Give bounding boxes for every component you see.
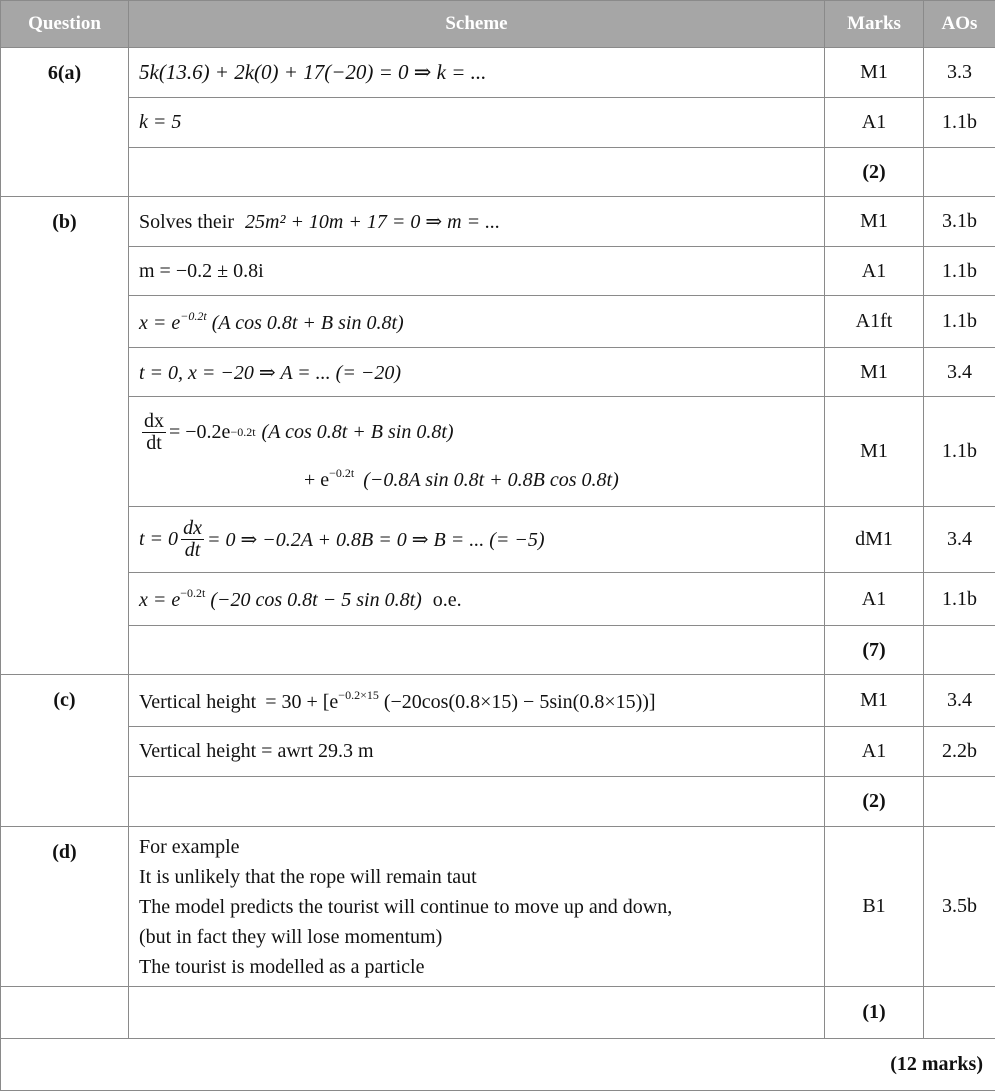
ao-cell: 1.1b xyxy=(924,397,995,507)
table-row xyxy=(1,247,995,296)
scheme-cell xyxy=(129,507,825,573)
answer-line: The tourist is modelled as a particle xyxy=(139,952,824,982)
mark-cell: B1 xyxy=(825,827,924,987)
scheme-cell xyxy=(129,397,825,507)
empty-cell xyxy=(129,777,825,827)
condition-line xyxy=(139,518,824,561)
empty-cell xyxy=(1,987,129,1039)
scheme-text: Solves their xyxy=(139,211,234,233)
header-question: Question xyxy=(1,1,129,48)
table-row xyxy=(1,348,995,397)
mark-cell: A1 xyxy=(825,727,924,777)
table-row xyxy=(1,777,995,827)
condition-pre: t = 0 xyxy=(139,528,178,551)
derivative-line-1 xyxy=(139,411,824,454)
scheme-cell xyxy=(129,197,825,247)
table-row xyxy=(1,573,995,626)
scheme-equation-lhs: x = e xyxy=(139,589,180,611)
fraction-numerator: dx xyxy=(142,411,166,433)
answer-line: For example xyxy=(139,832,824,862)
scheme-equation: 25m² + 10m + 17 = 0 ⇒ m = ... xyxy=(245,211,500,233)
scheme-cell: k = 5 xyxy=(129,98,825,148)
mark-cell: M1 xyxy=(825,675,924,727)
scheme-cell xyxy=(129,675,825,727)
table-row xyxy=(1,197,995,247)
empty-cell xyxy=(129,626,825,675)
fraction-numerator: dx xyxy=(181,518,204,540)
exponent: −0.2t xyxy=(230,425,255,440)
fraction-denominator: dt xyxy=(144,433,164,454)
answer-line: It is unlikely that the rope will remain taut xyxy=(139,862,824,892)
table-row xyxy=(1,48,995,98)
exponent: −0.2t xyxy=(180,309,206,323)
grand-total: (12 marks) xyxy=(1,1039,995,1091)
header-row xyxy=(1,1,995,48)
exponent: −0.2t xyxy=(180,586,205,600)
exponent: −0.2t xyxy=(329,466,354,480)
table-row xyxy=(1,727,995,777)
ao-cell: 1.1b xyxy=(924,247,995,296)
subtotal-cell: (1) xyxy=(825,987,924,1039)
exponent: −0.2×15 xyxy=(338,688,379,702)
mark-cell: A1 xyxy=(825,247,924,296)
answer-line: The model predicts the tourist will continue to move up and down, xyxy=(139,892,824,922)
scheme-cell: Vertical height = awrt 29.3 m xyxy=(129,727,825,777)
table-row xyxy=(1,675,995,727)
ao-cell: 3.5b xyxy=(924,827,995,987)
grand-total-row xyxy=(1,1039,995,1091)
header-aos: AOs xyxy=(924,1,995,48)
question-label-b: (b) xyxy=(1,197,129,675)
scheme-text: Vertical height xyxy=(139,691,256,713)
scheme-equation: = 30 + [e xyxy=(265,691,338,713)
header-marks: Marks xyxy=(825,1,924,48)
scheme-cell: 5k(13.6) + 2k(0) + 17(−20) = 0 ⇒ k = ... xyxy=(129,48,825,98)
scheme-cell: m = −0.2 ± 0.8i xyxy=(129,247,825,296)
table-row xyxy=(1,148,995,197)
question-label-a: 6(a) xyxy=(1,48,129,197)
table-row xyxy=(1,987,995,1039)
mark-cell: dM1 xyxy=(825,507,924,573)
question-label-d: (d) xyxy=(1,827,129,987)
ao-cell: 3.4 xyxy=(924,675,995,727)
mark-cell: M1 xyxy=(825,48,924,98)
subtotal-cell: (7) xyxy=(825,626,924,675)
empty-cell xyxy=(924,626,995,675)
scheme-equation-rhs: (−20 cos 0.8t − 5 sin 0.8t) xyxy=(210,589,421,611)
table-row xyxy=(1,98,995,148)
header-scheme: Scheme xyxy=(129,1,825,48)
ao-cell: 3.4 xyxy=(924,348,995,397)
scheme-cell xyxy=(129,573,825,626)
question-label-c: (c) xyxy=(1,675,129,827)
scheme-cell xyxy=(129,296,825,348)
mark-cell: A1 xyxy=(825,573,924,626)
ao-cell: 3.4 xyxy=(924,507,995,573)
derivative-term-1b: (A cos 0.8t + B sin 0.8t) xyxy=(262,421,454,444)
answer-line: (but in fact they will lose momentum) xyxy=(139,922,824,952)
empty-cell xyxy=(924,148,995,197)
derivative-term-2: + e xyxy=(304,469,329,491)
fraction xyxy=(181,518,204,561)
ao-cell: 2.2b xyxy=(924,727,995,777)
ao-cell: 1.1b xyxy=(924,98,995,148)
scheme-equation-2: (−20cos(0.8×15) − 5sin(0.8×15))] xyxy=(384,691,656,713)
derivative-line-2 xyxy=(139,466,824,492)
ao-cell: 1.1b xyxy=(924,296,995,348)
fraction xyxy=(142,411,166,454)
subtotal-cell: (2) xyxy=(825,777,924,827)
scheme-cell xyxy=(129,827,825,987)
table-row xyxy=(1,296,995,348)
mark-cell: A1ft xyxy=(825,296,924,348)
condition-post: = 0 ⇒ −0.2A + 0.8B = 0 ⇒ B = ... (= −5) xyxy=(207,527,545,552)
derivative-term-2b: (−0.8A sin 0.8t + 0.8B cos 0.8t) xyxy=(363,469,619,491)
table-row xyxy=(1,626,995,675)
table-row xyxy=(1,827,995,987)
ao-cell: 1.1b xyxy=(924,573,995,626)
mark-cell: M1 xyxy=(825,197,924,247)
subtotal-cell: (2) xyxy=(825,148,924,197)
ao-cell: 3.1b xyxy=(924,197,995,247)
mark-cell: M1 xyxy=(825,397,924,507)
scheme-note: o.e. xyxy=(433,589,462,611)
scheme-equation-lhs: x = e xyxy=(139,312,180,334)
empty-cell xyxy=(924,987,995,1039)
derivative-term-1: = −0.2e xyxy=(169,421,230,444)
empty-cell xyxy=(924,777,995,827)
scheme-cell: t = 0, x = −20 ⇒ A = ... (= −20) xyxy=(129,348,825,397)
mark-cell: M1 xyxy=(825,348,924,397)
scheme-equation-rhs: (A cos 0.8t + B sin 0.8t) xyxy=(212,312,404,334)
table-row xyxy=(1,397,995,507)
empty-cell xyxy=(129,148,825,197)
table-row xyxy=(1,507,995,573)
empty-cell xyxy=(129,987,825,1039)
fraction-denominator: dt xyxy=(183,540,203,561)
mark-cell: A1 xyxy=(825,98,924,148)
ao-cell: 3.3 xyxy=(924,48,995,98)
